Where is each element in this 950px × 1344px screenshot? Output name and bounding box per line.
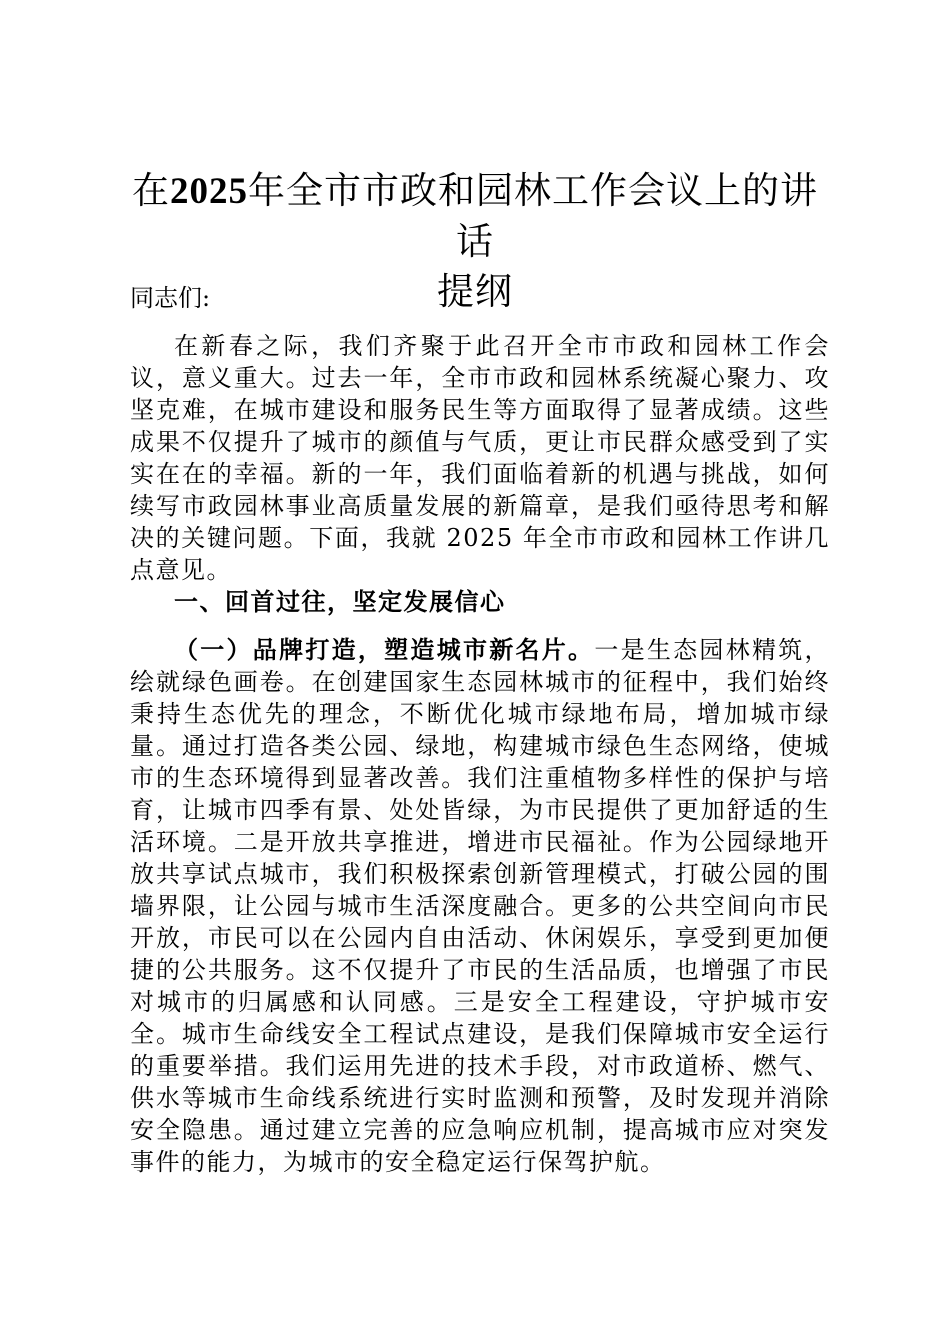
title-rest: 年全市市政和园林工作会议上的讲话 — [248, 169, 818, 263]
document-title — [120, 166, 830, 317]
section-1-paragraph — [130, 634, 830, 1178]
title-prefix: 在 — [132, 169, 170, 212]
intro-paragraph: 在新春之际，我们齐聚于此召开全市市政和园林工作会议，意义重大。过去一年，全市市政和园林系统凝心聚力、攻坚克难，在城市建设和服务民生等方面取得了显著成绩。这些成果不仅提升了城市的颜值与气质，更让市民群众感受到了实实在在的幸福。新的一年，我们面临着新的机遇与挑战，如何续写市政园林事业高质量发展的新篇章，是我们亟待思考和解决的关键问题。下面，我就 2025 年全市市政和园林工作讲几点意见。 — [130, 332, 830, 584]
section-1-lead: （一）品牌打造，塑造城市新名片。 — [174, 635, 595, 664]
salutation: 同志们: — [130, 284, 211, 312]
title-line-2: 提纲 — [437, 270, 513, 313]
section-1-body: 一是生态园林精筑，绘就绿色画卷。在创建国家生态园林城市的征程中，我们始终秉持生态优先的理念，不断优化城市绿地布局，增加城市绿量。通过打造各类公园、绿地，构建城市绿色生态网络，使城市的生态环境得到显著改善。我们注重植物多样性的保护与培育，让城市四季有景、处处皆绿，为市民提供了更加舒适的生活环境。二是开放共享推进，增进市民福祉。作为公园绿地开放共享试点城市，我们积极探索创新管理模式，打破公园的围墙界限，让公园与城市生活深度融合。更多的公共空间向市民开放，市民可以在公园内自由活动、休闲娱乐，享受到更加便捷的公共服务。这不仅提升了市民的生活品质，也增强了市民对城市的归属感和认同感。三是安全工程建设，守护城市安全。城市生命线安全工程试点建设，是我们保障城市安全运行的重要举措。我们运用先进的技术手段，对市政道桥、燃气、供水等城市生命线系统进行实时监测和预警，及时发现并消除安全隐患。通过建立完善的应急响应机制，提高城市应对突发事件的能力，为城市的安全稳定运行保驾护航。 — [130, 636, 831, 1176]
section-heading-1: 一、回首过往，坚定发展信心 — [174, 587, 506, 616]
title-year: 2025 — [170, 171, 248, 212]
